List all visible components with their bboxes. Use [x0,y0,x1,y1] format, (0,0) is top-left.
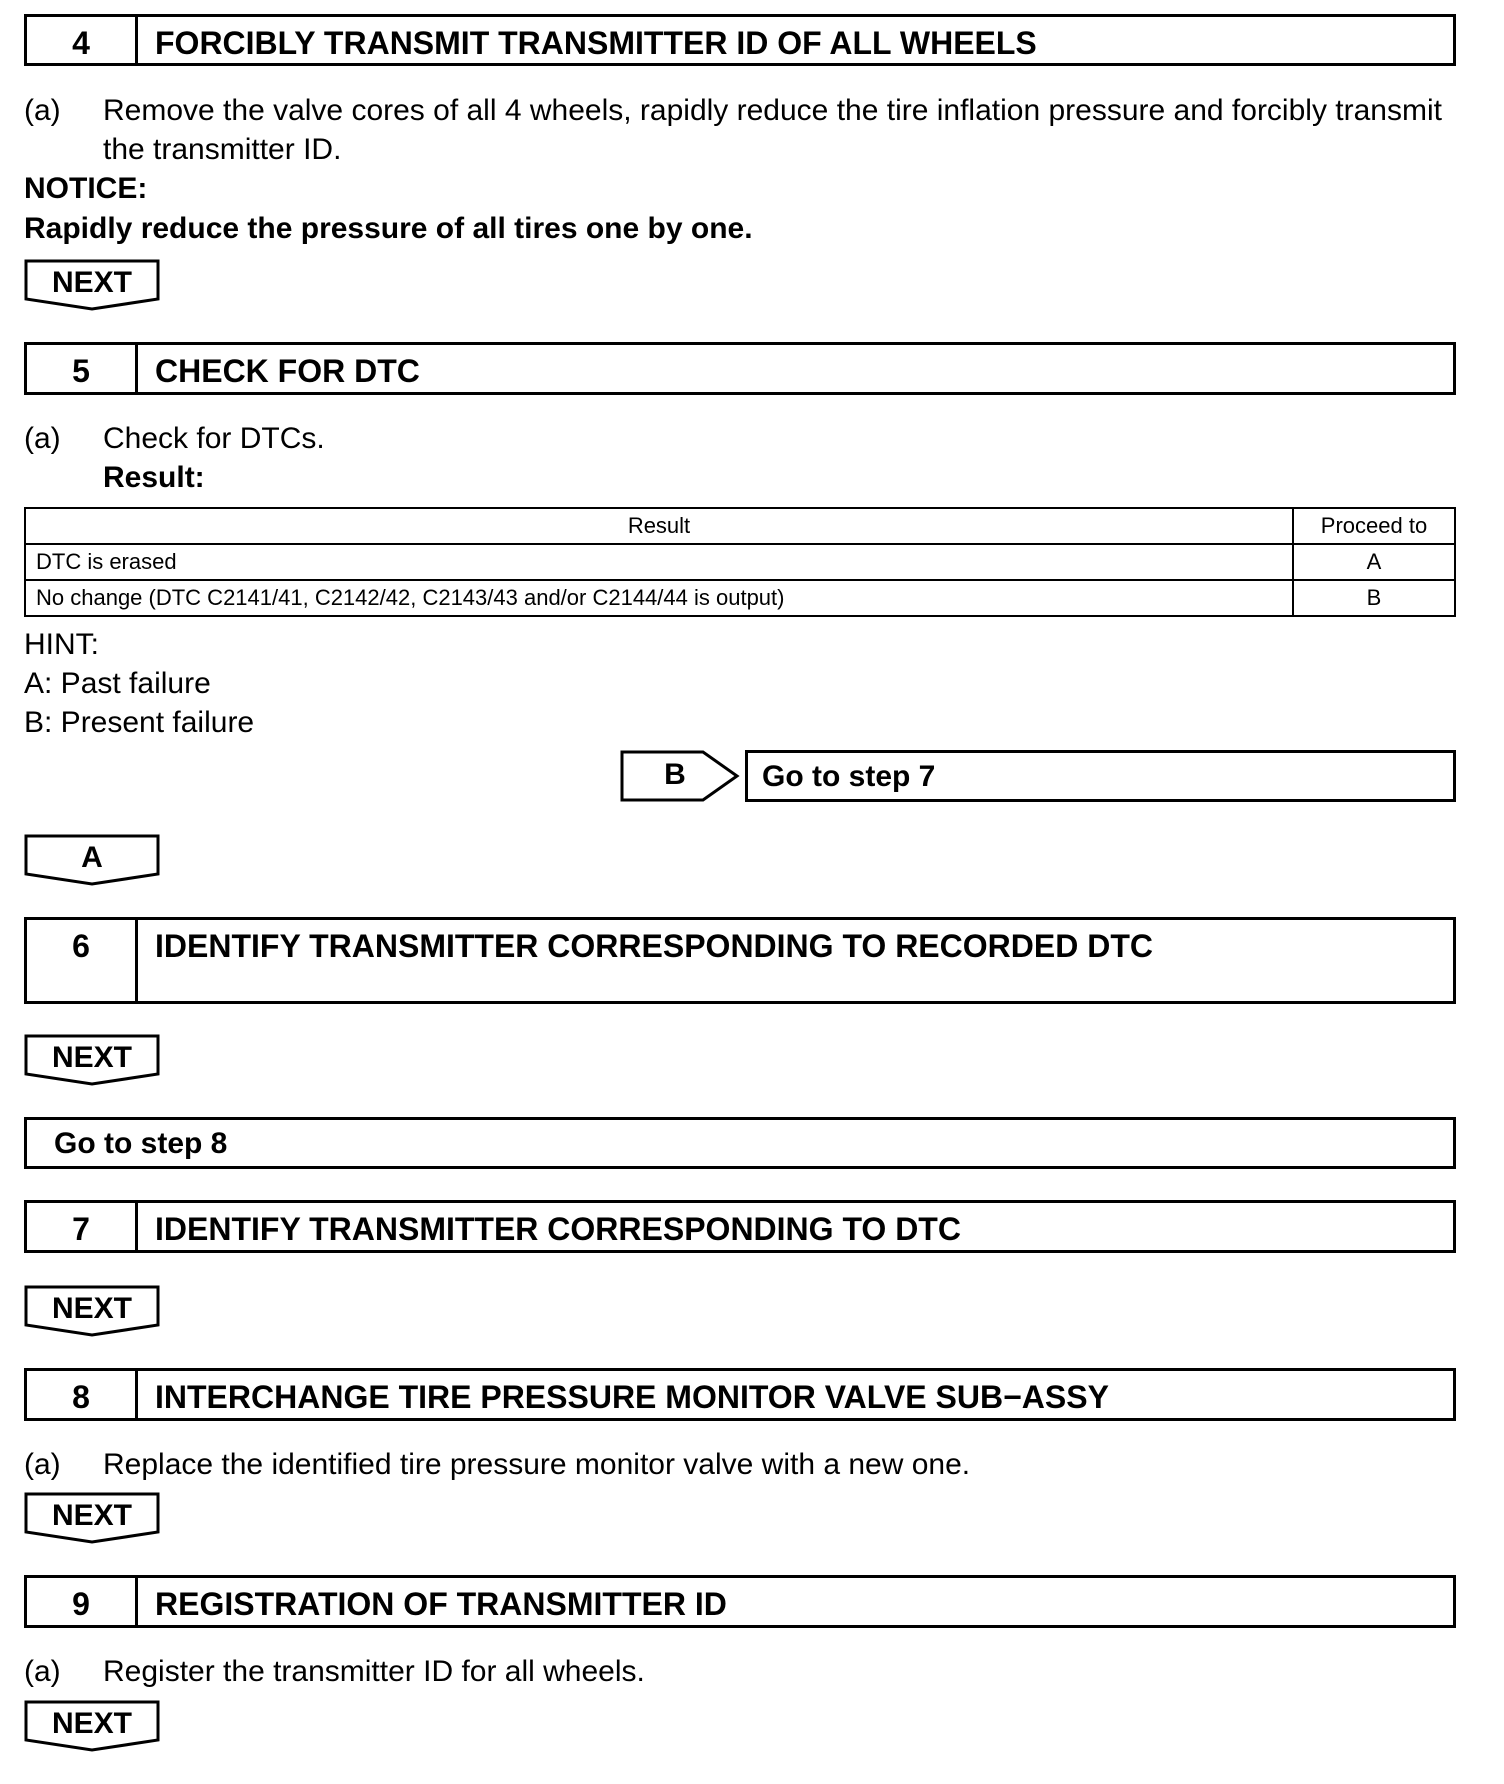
step-number: 4 [27,17,138,63]
next-button-label: NEXT [51,266,132,299]
next-button-step-6[interactable] [24,1034,160,1086]
step-4-header [24,14,1456,66]
step-title: INTERCHANGE TIRE PRESSURE MONITOR VALVE SUB−ASSY [155,1379,1109,1415]
next-button-label: NEXT [51,1292,132,1325]
goto-step-8-box[interactable] [24,1117,1456,1169]
next-button-label: NEXT [51,1707,132,1740]
result-table [24,507,1456,617]
step-title: CHECK FOR DTC [155,353,420,389]
item-label: (a) [24,1448,61,1481]
step-number: 5 [27,345,138,392]
step-number: 9 [27,1578,138,1625]
branch-a-button[interactable] [24,834,160,886]
step-number: 7 [27,1203,138,1250]
branch-b-arrow[interactable] [620,750,740,802]
next-button-step-4[interactable] [24,259,160,311]
item-text-line-1: Remove the valve cores of all 4 wheels, rapidly reduce the tire inflation pressure and forcibly transmit [103,94,1442,127]
hint-a: A: Past failure [24,667,211,700]
table-header-proceed: Proceed to [1293,508,1455,544]
goto-step-7-text: Go to step 7 [762,760,936,793]
step-8-header [24,1368,1456,1421]
next-button-label: NEXT [51,1499,132,1532]
item-text-line-2: the transmitter ID. [103,133,342,166]
item-text: Replace the identified tire pressure monitor valve with a new one. [103,1448,971,1481]
table-header-result: Result [25,508,1293,544]
item-label: (a) [24,94,61,127]
hint-b: B: Present failure [24,706,255,739]
step-5-header [24,342,1456,395]
goto-step-7-box[interactable] [745,750,1456,802]
item-text: Register the transmitter ID for all wheels. [103,1655,645,1688]
table-cell-proceed: B [1293,580,1455,616]
next-button-step-7[interactable] [24,1285,160,1337]
notice-text: Rapidly reduce the pressure of all tires one by one. [24,212,753,245]
branch-a-label: A [81,841,103,874]
step-number: 6 [27,920,138,1001]
item-label: (a) [24,422,61,455]
table-cell-result: DTC is erased [25,544,1293,580]
notice-label: NOTICE: [24,172,148,205]
branch-b-label: B [664,758,686,791]
step-title: FORCIBLY TRANSMIT TRANSMITTER ID OF ALL WHEELS [155,25,1037,61]
hint-label: HINT: [24,628,99,661]
step-title: IDENTIFY TRANSMITTER CORRESPONDING TO DTC [155,1211,961,1247]
step-7-header [24,1200,1456,1253]
table-cell-proceed: A [1293,544,1455,580]
item-text: Check for DTCs. [103,422,325,455]
item-label: (a) [24,1655,61,1688]
next-button-step-8[interactable] [24,1492,160,1544]
step-9-header [24,1575,1456,1628]
next-button-label: NEXT [51,1041,132,1074]
result-label: Result: [103,461,205,494]
next-button-step-9[interactable] [24,1700,160,1752]
step-title: REGISTRATION OF TRANSMITTER ID [155,1586,727,1622]
table-cell-result: No change (DTC C2141/41, C2142/42, C2143/43 and/or C2144/44 is output) [25,580,1293,616]
goto-step-8-text: Go to step 8 [54,1127,228,1160]
step-6-header [24,917,1456,1004]
table-row [25,544,1455,580]
step-number: 8 [27,1371,138,1418]
table-row [25,580,1455,616]
table-header-row [25,508,1455,544]
step-title: IDENTIFY TRANSMITTER CORRESPONDING TO RECORDED DTC [155,928,1153,964]
